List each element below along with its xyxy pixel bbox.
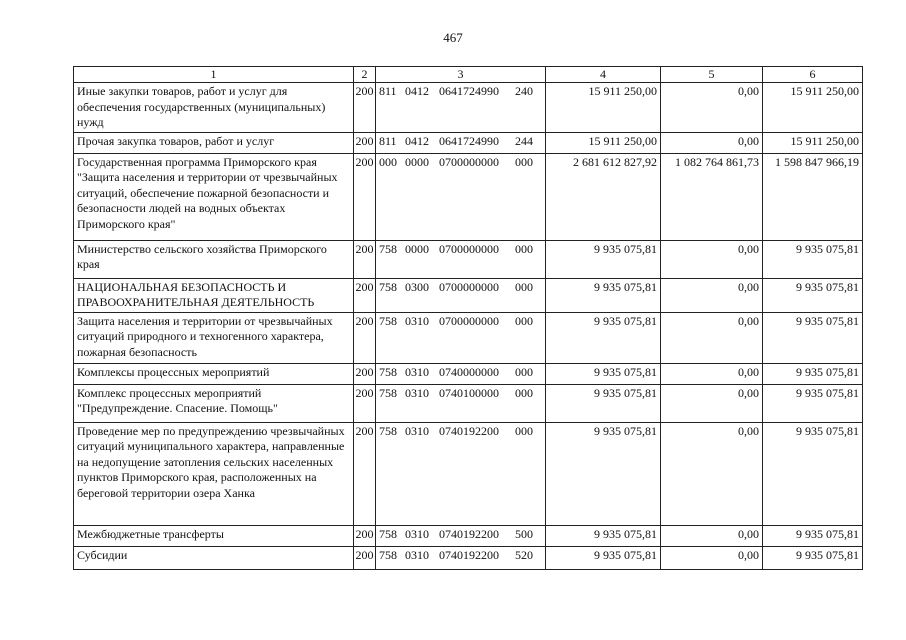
row-col4: 9 935 075,81 (546, 525, 661, 546)
row-col6: 15 911 250,00 (763, 83, 863, 133)
row-name: Прочая закупка товаров, работ и услуг (74, 132, 354, 153)
table-row (74, 546, 863, 569)
row-col2: 200 (354, 384, 376, 422)
code-segment: 0740000000 (439, 364, 499, 379)
row-col6: 9 935 075,81 (763, 546, 863, 569)
row-code (376, 240, 546, 278)
row-col4: 9 935 075,81 (546, 312, 661, 363)
row-col5: 0,00 (661, 546, 763, 569)
code-segment: 244 (515, 133, 533, 148)
row-col4: 15 911 250,00 (546, 83, 661, 133)
code-segment: 0310 (405, 313, 429, 328)
row-col6: 1 598 847 966,19 (763, 153, 863, 240)
row-name: Комплекс процессных мероприятий "Предупреждение. Спасение. Помощь" (74, 384, 354, 422)
row-col6: 9 935 075,81 (763, 278, 863, 312)
code-segment: 000 (515, 154, 533, 169)
row-name: Министерство сельского хозяйства Приморского края (74, 240, 354, 278)
row-col6: 9 935 075,81 (763, 240, 863, 278)
code-segment: 000 (515, 279, 533, 294)
code-segment: 000 (515, 313, 533, 328)
budget-table (73, 66, 863, 570)
row-col4: 9 935 075,81 (546, 278, 661, 312)
column-header: 1 (74, 67, 354, 83)
code-segment: 240 (515, 84, 533, 98)
code-segment: 0000 (405, 241, 429, 256)
row-col2: 200 (354, 278, 376, 312)
table-row (74, 384, 863, 422)
table-row (74, 422, 863, 525)
code-segment: 500 (515, 526, 533, 541)
row-name: НАЦИОНАЛЬНАЯ БЕЗОПАСНОСТЬ И ПРАВООХРАНИТЕЛЬНАЯ ДЕЯТЕЛЬНОСТЬ (74, 278, 354, 312)
row-col4: 9 935 075,81 (546, 384, 661, 422)
row-col2: 200 (354, 312, 376, 363)
row-code (376, 132, 546, 153)
page-number: 467 (443, 30, 463, 45)
code-segment: 0412 (405, 84, 429, 98)
code-segment: 758 (379, 364, 397, 379)
code-segment: 0740192200 (439, 423, 499, 438)
table-row (74, 240, 863, 278)
row-code (376, 153, 546, 240)
code-segment: 0700000000 (439, 313, 499, 328)
code-segment: 000 (379, 154, 397, 169)
code-segment: 0300 (405, 279, 429, 294)
table-row (74, 132, 863, 153)
code-segment: 0310 (405, 364, 429, 379)
column-header: 3 (376, 67, 546, 83)
table-row (74, 312, 863, 363)
row-col5: 0,00 (661, 363, 763, 384)
row-col5: 0,00 (661, 132, 763, 153)
table-row (74, 153, 863, 240)
code-segment: 0310 (405, 526, 429, 541)
row-col2: 200 (354, 240, 376, 278)
row-col5: 0,00 (661, 278, 763, 312)
code-segment: 0641724990 (439, 84, 499, 98)
code-segment: 0310 (405, 385, 429, 400)
code-segment: 758 (379, 526, 397, 541)
code-segment: 758 (379, 241, 397, 256)
code-segment: 000 (515, 241, 533, 256)
table-header-row (74, 67, 863, 83)
row-col5: 0,00 (661, 312, 763, 363)
code-segment: 000 (515, 364, 533, 379)
row-col4: 9 935 075,81 (546, 546, 661, 569)
row-col5: 0,00 (661, 240, 763, 278)
code-segment: 0700000000 (439, 154, 499, 169)
code-segment: 0310 (405, 423, 429, 438)
row-col4: 2 681 612 827,92 (546, 153, 661, 240)
row-name: Комплексы процессных мероприятий (74, 363, 354, 384)
column-header: 6 (763, 67, 863, 83)
column-header: 5 (661, 67, 763, 83)
row-col2: 200 (354, 83, 376, 133)
row-name: Межбюджетные трансферты (74, 525, 354, 546)
row-col2: 200 (354, 132, 376, 153)
row-col4: 9 935 075,81 (546, 422, 661, 525)
row-col2: 200 (354, 153, 376, 240)
code-segment: 000 (515, 423, 533, 438)
code-segment: 520 (515, 547, 533, 562)
row-code (376, 363, 546, 384)
column-header: 2 (354, 67, 376, 83)
code-segment: 0000 (405, 154, 429, 169)
column-header: 4 (546, 67, 661, 83)
code-segment: 0740192200 (439, 526, 499, 541)
row-code (376, 83, 546, 133)
code-segment: 0412 (405, 133, 429, 148)
code-segment: 758 (379, 423, 397, 438)
row-code (376, 422, 546, 525)
row-code (376, 546, 546, 569)
row-code (376, 278, 546, 312)
row-col4: 15 911 250,00 (546, 132, 661, 153)
row-code (376, 384, 546, 422)
row-col5: 0,00 (661, 384, 763, 422)
table-row (74, 525, 863, 546)
row-col4: 9 935 075,81 (546, 363, 661, 384)
row-col6: 15 911 250,00 (763, 132, 863, 153)
row-col2: 200 (354, 525, 376, 546)
row-name: Государственная программа Приморского края "Защита населения и территории от чрезвычайных ситуаций, обеспечение пожарной безопасности и безопасности людей на водных объектах Приморского края" (74, 153, 354, 240)
table-row (74, 83, 863, 133)
row-name: Иные закупки товаров, работ и услуг для обеспечения государственных (муниципальных) нужд (74, 83, 354, 133)
code-segment: 758 (379, 385, 397, 400)
code-segment: 000 (515, 385, 533, 400)
code-segment: 758 (379, 279, 397, 294)
code-segment: 0700000000 (439, 241, 499, 256)
row-col2: 200 (354, 363, 376, 384)
code-segment: 811 (379, 84, 397, 98)
row-col5: 0,00 (661, 422, 763, 525)
row-name: Проведение мер по предупреждению чрезвычайных ситуаций муниципального характера, направленные на недопущение затопления сельских населенных пунктов Приморского края, расположенных на береговой территории озера Ханка (74, 422, 354, 525)
code-segment: 811 (379, 133, 397, 148)
row-col6: 9 935 075,81 (763, 384, 863, 422)
table-row (74, 363, 863, 384)
row-col2: 200 (354, 546, 376, 569)
row-col5: 1 082 764 861,73 (661, 153, 763, 240)
row-col6: 9 935 075,81 (763, 525, 863, 546)
row-col2: 200 (354, 422, 376, 525)
code-segment: 758 (379, 313, 397, 328)
row-code (376, 525, 546, 546)
row-col5: 0,00 (661, 83, 763, 133)
code-segment: 0641724990 (439, 133, 499, 148)
code-segment: 0310 (405, 547, 429, 562)
row-col6: 9 935 075,81 (763, 312, 863, 363)
code-segment: 758 (379, 547, 397, 562)
code-segment: 0700000000 (439, 279, 499, 294)
row-name: Защита населения и территории от чрезвычайных ситуаций природного и техногенного характера, пожарная безопасность (74, 312, 354, 363)
table-row (74, 278, 863, 312)
row-col5: 0,00 (661, 525, 763, 546)
code-segment: 0740192200 (439, 547, 499, 562)
row-col4: 9 935 075,81 (546, 240, 661, 278)
row-code (376, 312, 546, 363)
row-col6: 9 935 075,81 (763, 363, 863, 384)
code-segment: 0740100000 (439, 385, 499, 400)
row-col6: 9 935 075,81 (763, 422, 863, 525)
row-name: Субсидии (74, 546, 354, 569)
